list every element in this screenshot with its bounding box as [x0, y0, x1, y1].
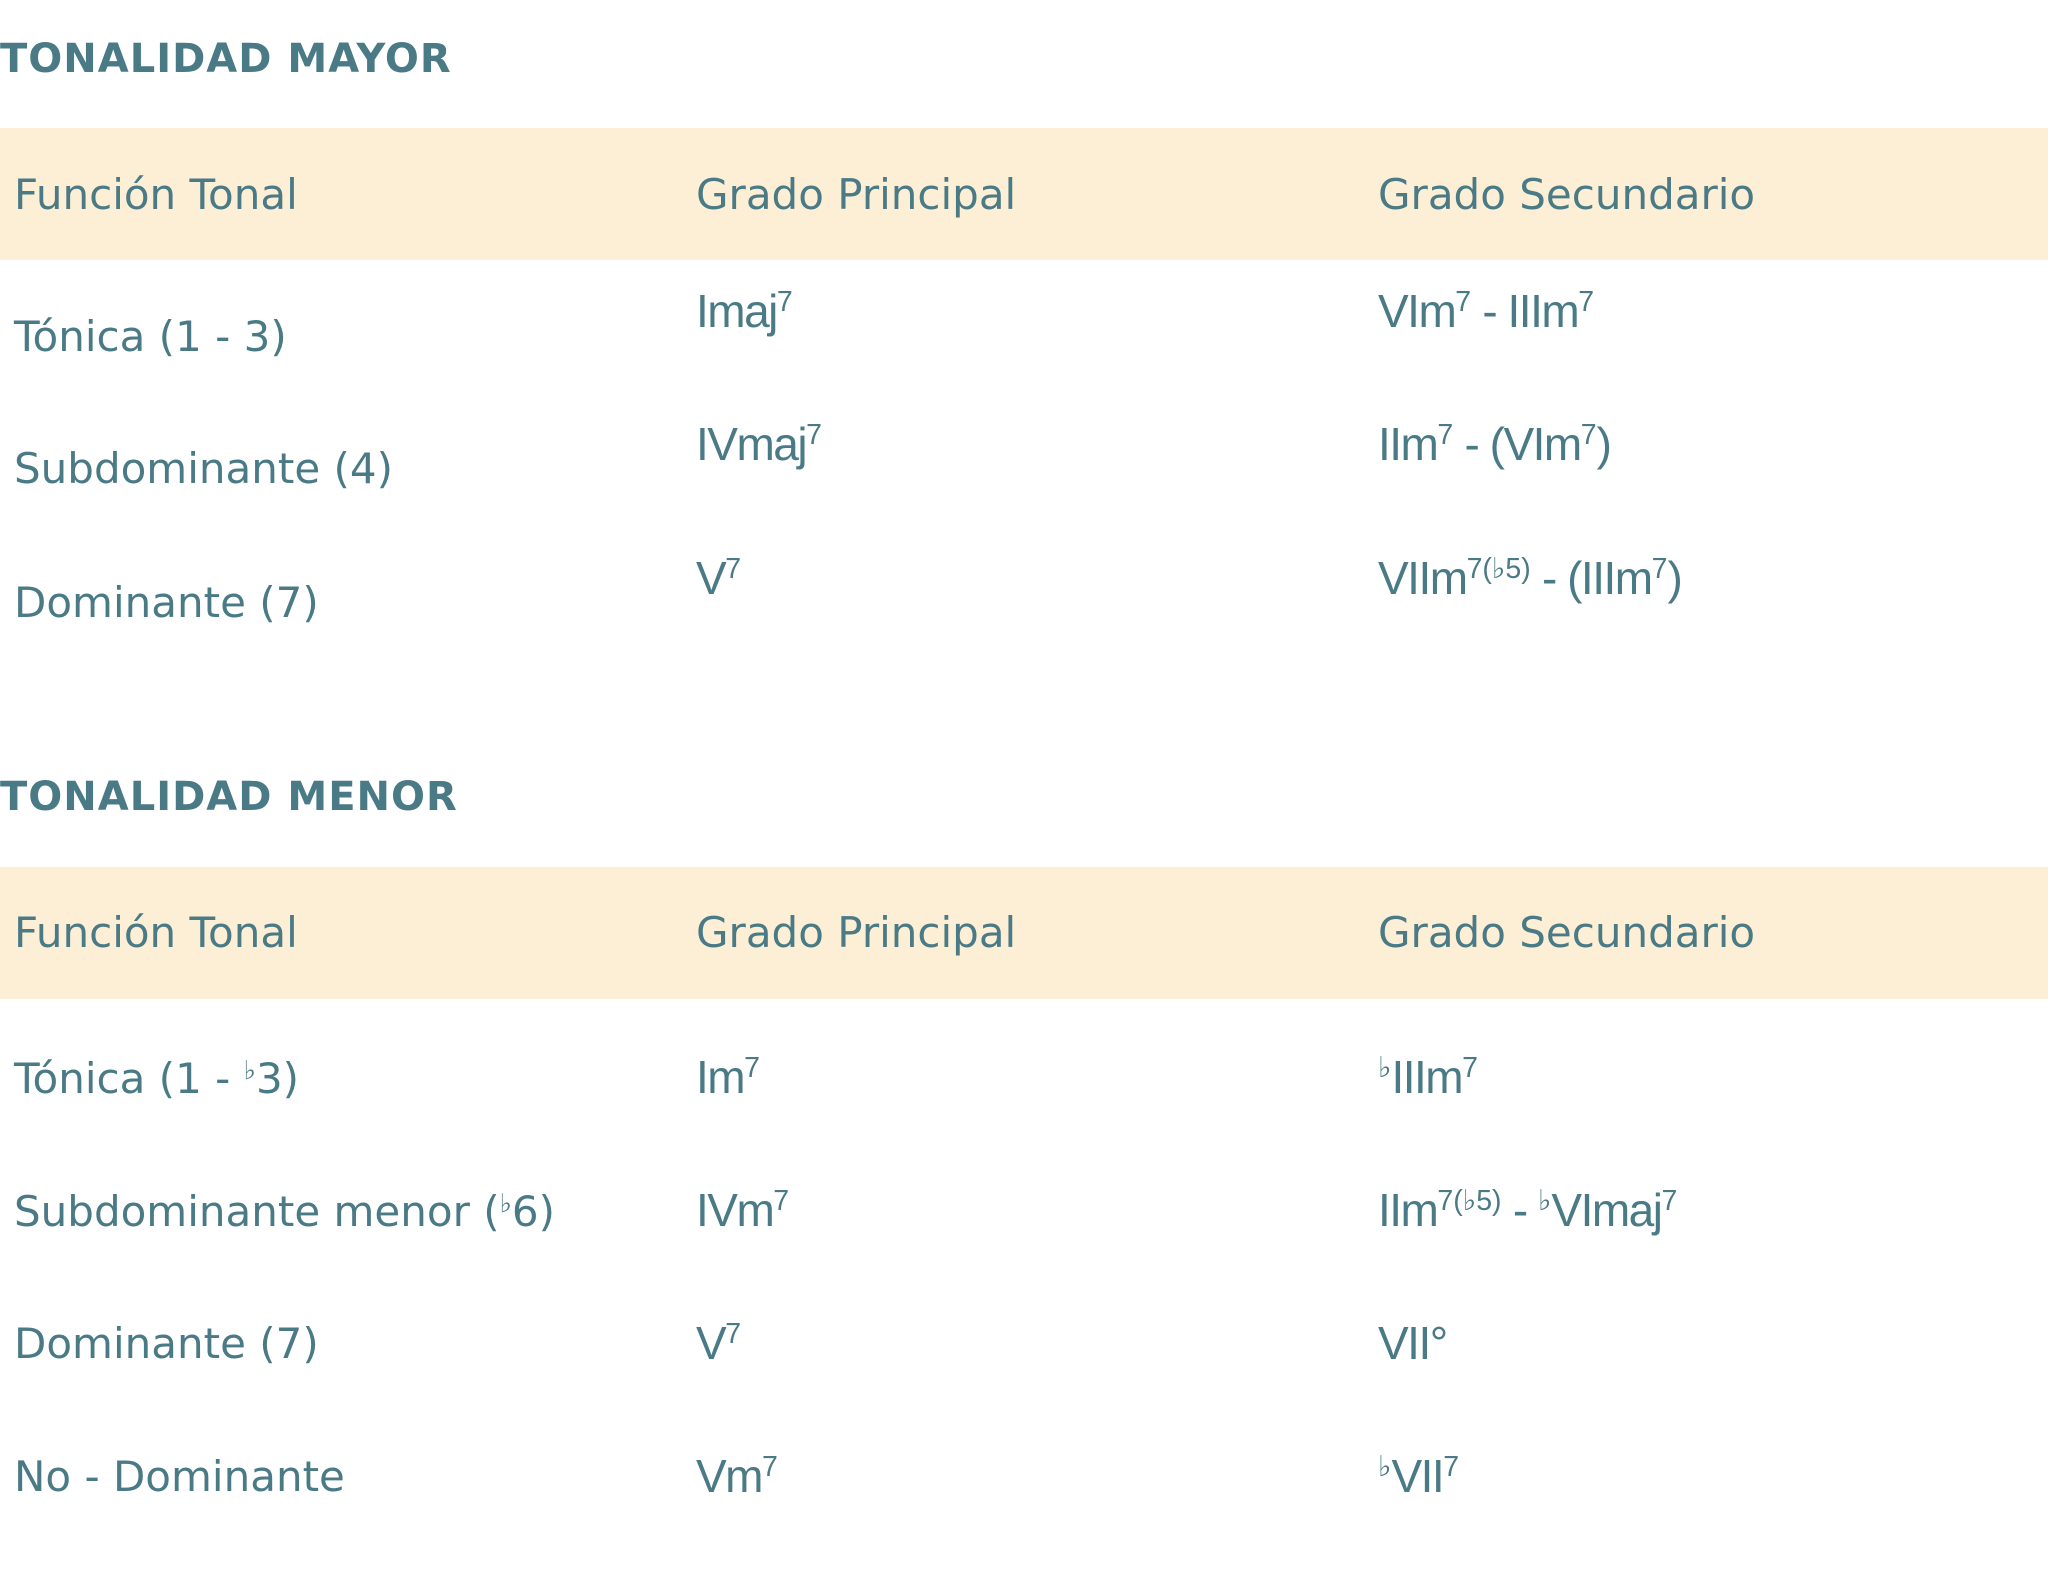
superscript: 7: [806, 419, 822, 452]
function-cell: Dominante (7): [14, 1319, 319, 1368]
principal-degree-cell: IVm$^7$: [696, 1184, 790, 1236]
superscript: ♭: [1378, 1451, 1392, 1484]
superscript: 7: [1651, 553, 1668, 586]
section-title-minor: TONALIDAD MENOR: [0, 774, 458, 820]
superscript: 7: [1661, 1185, 1678, 1218]
superscript: 7: [1443, 1451, 1460, 1484]
superscript: ♭: [243, 1055, 256, 1086]
header-grado-secundario: Grado Secundario: [1378, 908, 1756, 957]
section-title-major: TONALIDAD MAYOR: [0, 36, 452, 82]
header-funcion-tonal: Función Tonal: [14, 170, 298, 219]
superscript: 7(♭5): [1466, 553, 1531, 586]
principal-degree-cell: $V^7$: [696, 1317, 742, 1369]
function-cell: Subdominante (4): [14, 444, 394, 493]
superscript: 7: [1580, 419, 1597, 452]
table-header-minor: [0, 867, 2048, 999]
secondary-degree-cell: VII°: [1378, 1317, 1447, 1369]
superscript: ♭: [499, 1188, 512, 1219]
function-cell: Dominante (7): [14, 578, 319, 627]
table-header-major: [0, 128, 2048, 260]
header-grado-secundario: Grado Secundario: [1378, 170, 1756, 219]
superscript: 7: [744, 1052, 760, 1085]
secondary-degree-cell: ♭VII$^7$: [1378, 1450, 1460, 1502]
header-grado-principal: Grado Principal: [696, 170, 1017, 219]
function-cell: Tónica (1 - ♭3): [14, 1054, 300, 1103]
superscript: 7: [1455, 286, 1472, 319]
superscript: 7: [762, 1451, 778, 1484]
superscript: 7: [725, 553, 742, 586]
superscript: 7: [725, 1318, 742, 1351]
superscript: 7: [773, 1185, 790, 1218]
function-cell: Subdominante menor (♭6): [14, 1187, 555, 1236]
header-grado-principal: Grado Principal: [696, 908, 1017, 957]
superscript: 7(♭5): [1437, 1185, 1502, 1218]
superscript: ♭: [1378, 1052, 1392, 1085]
secondary-degree-cell: ♭IIIm$^7$: [1378, 1051, 1478, 1103]
principal-degree-cell: Vm$^7$: [696, 1450, 778, 1502]
header-funcion-tonal: Función Tonal: [14, 908, 298, 957]
function-cell: No - Dominante: [14, 1452, 345, 1501]
function-cell: Tónica (1 - 3): [14, 312, 287, 361]
superscript: ♭: [1537, 1185, 1552, 1218]
superscript: 7: [776, 286, 793, 319]
secondary-degree-cell: IIm$^7$ - (VIm$^7$): [1378, 418, 1611, 470]
secondary-degree-cell: VIIm$^{7(♭5)}$ - (IIIm$^7$): [1378, 552, 1682, 604]
superscript: 7: [1437, 419, 1454, 452]
principal-degree-cell: IVmaj$^7$: [696, 418, 822, 470]
secondary-degree-cell: VIm$^7$ - IIIm$^7$: [1378, 285, 1595, 337]
secondary-degree-cell: IIm$^{7(♭5)}$ - ♭VImaj$^7$: [1378, 1184, 1678, 1236]
principal-degree-cell: $V^7$: [696, 552, 742, 604]
principal-degree-cell: Im$^7$: [696, 1051, 760, 1103]
superscript: 7: [1578, 286, 1595, 319]
superscript: 7: [1462, 1052, 1478, 1085]
principal-degree-cell: Imaj$^7$: [696, 285, 793, 337]
